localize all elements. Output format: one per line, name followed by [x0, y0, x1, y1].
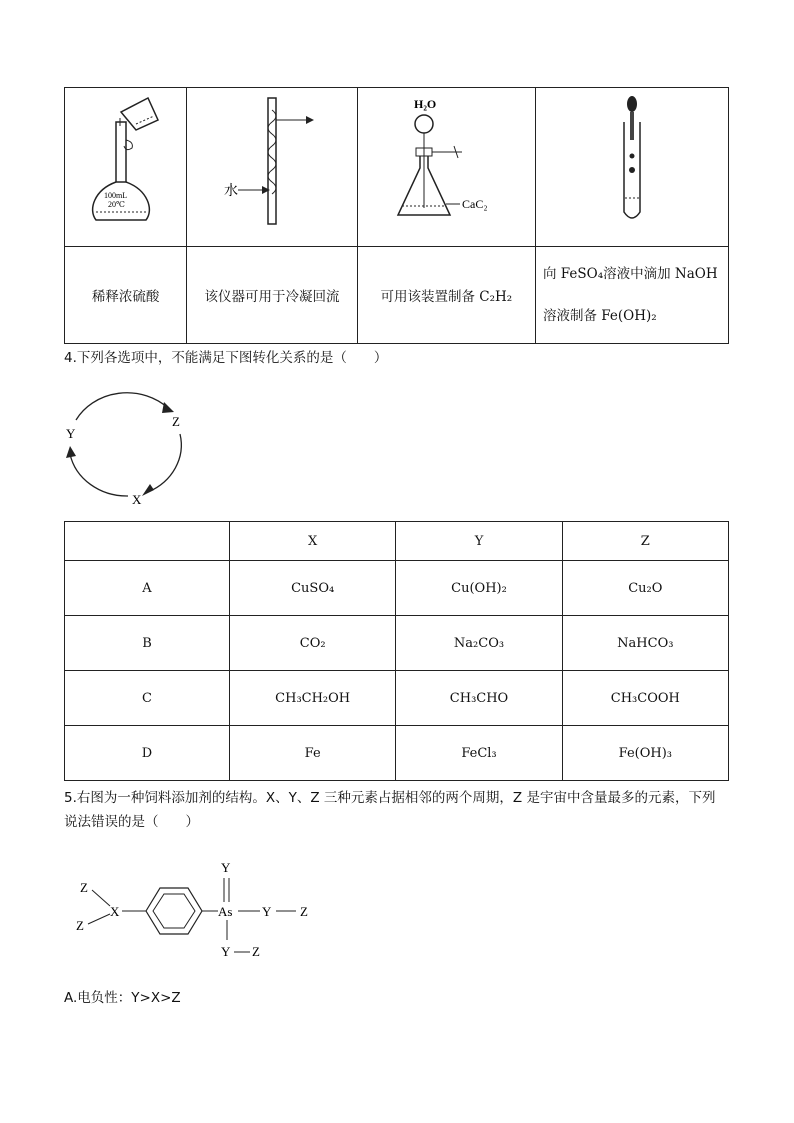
struct-z-2: Z: [76, 918, 84, 933]
table-header-blank: [65, 522, 230, 561]
cell-y: FeCl₃: [396, 726, 562, 781]
caption-ferrous-hydroxide: [535, 247, 728, 344]
table-row: [65, 671, 729, 726]
cycle-z-label: Z: [172, 414, 180, 429]
molecular-structure-diagram: [68, 852, 328, 967]
cell-z: Fe(OH)₃: [562, 726, 728, 781]
volumetric-flask-illustration: [66, 90, 186, 240]
struct-z-1: Z: [80, 880, 88, 895]
cell-z: CH₃COOH: [562, 671, 728, 726]
struct-y-top: Y: [221, 860, 231, 875]
cell-x: CuSO₄: [229, 561, 395, 616]
apparatus-table: [64, 87, 729, 344]
caption-condenser: 该仪器可用于冷凝回流: [187, 247, 357, 344]
apparatus-cell-condenser: [187, 88, 357, 247]
struct-x: X: [110, 904, 120, 919]
struct-z-right: Z: [300, 904, 308, 919]
cell-x: Fe: [229, 726, 395, 781]
table-header-x: X: [229, 522, 395, 561]
struct-z-bottom: Z: [252, 944, 260, 959]
struct-as: As: [218, 904, 233, 919]
struct-y-bottom: Y: [221, 944, 231, 959]
caption-acetylene: 可用该装置制备 C₂H₂: [357, 247, 535, 344]
apparatus-cell-acetylene: [357, 88, 535, 247]
cycle-y-label: Y: [66, 426, 76, 441]
question-5-line-1: 5.右图为一种饲料添加剂的结构。X、Y、Z 三种元素占据相邻的两个周期，Z 是宇宙中含量最多的元素，下列: [64, 790, 716, 806]
row-label: D: [65, 726, 230, 781]
cac2-label: CaC₂: [462, 197, 488, 211]
table-row: [65, 616, 729, 671]
cell-z: NaHCO₃: [562, 616, 728, 671]
cell-y: Cu(OH)₂: [396, 561, 562, 616]
option-a: A.电负性：Y>X>Z: [64, 990, 181, 1006]
test-tube-dropper-illustration: [537, 90, 727, 240]
row-label: B: [65, 616, 230, 671]
row-label: A: [65, 561, 230, 616]
cell-x: CH₃CH₂OH: [229, 671, 395, 726]
h2o-label: H₂O: [414, 97, 437, 111]
flask-temp-label: 20℃: [107, 200, 125, 209]
row-label: C: [65, 671, 230, 726]
table-row: [65, 726, 729, 781]
cell-z: Cu₂O: [562, 561, 728, 616]
question-5-line-2: 说法错误的是（ ）: [64, 814, 199, 830]
water-label: 水: [223, 184, 238, 199]
caption-line-2: 溶液制备 Fe(OH)₂: [542, 308, 657, 324]
table-header-z: Z: [562, 522, 728, 561]
apparatus-cell-dilution: [65, 88, 187, 247]
caption-line-1: 向 FeSO₄溶液中滴加 NaOH: [542, 266, 718, 282]
cell-y: Na₂CO₃: [396, 616, 562, 671]
flask-volume-label: 100mL: [103, 191, 127, 200]
caption-dilution: 稀释浓硫酸: [65, 247, 187, 344]
conversion-cycle-diagram: [58, 380, 198, 508]
apparatus-cell-test-tube: [535, 88, 728, 247]
table-row: [65, 561, 729, 616]
table-header-y: Y: [396, 522, 562, 561]
cell-y: CH₃CHO: [396, 671, 562, 726]
struct-y-right: Y: [262, 904, 272, 919]
cell-x: CO₂: [229, 616, 395, 671]
question-4-text: 4.下列各选项中，不能满足下图转化关系的是（ ）: [64, 350, 388, 366]
acetylene-generator-illustration: [358, 90, 534, 240]
cycle-x-label: X: [132, 492, 142, 507]
options-table: [64, 521, 729, 781]
condenser-illustration: [188, 90, 356, 240]
